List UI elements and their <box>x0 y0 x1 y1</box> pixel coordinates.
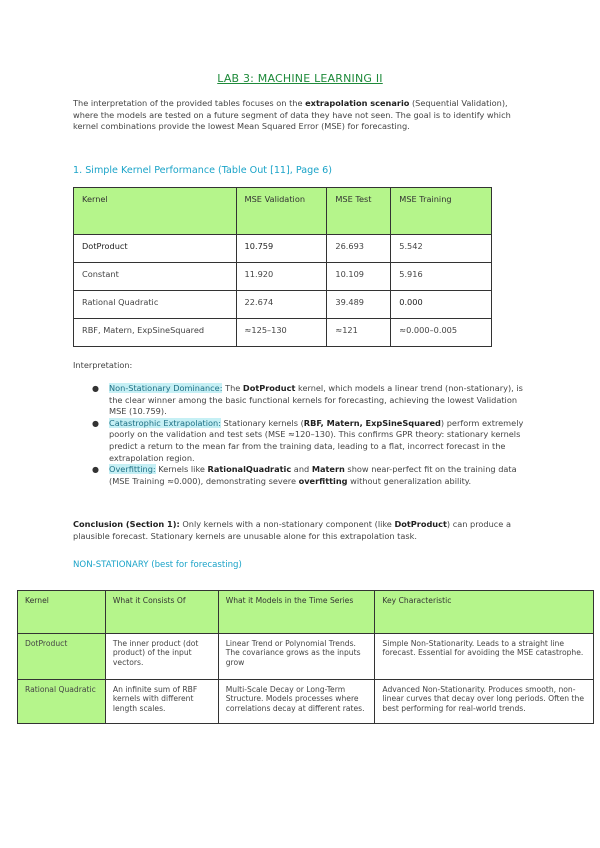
section2-heading: NON-STATIONARY (best for forecasting) <box>73 560 242 570</box>
intro-paragraph <box>73 98 525 133</box>
bullet-icon: ● <box>92 465 99 475</box>
table-row <box>74 319 492 347</box>
conclusion-bold: DotProduct <box>394 519 447 529</box>
bullet-text: without generalization ability. <box>347 475 472 486</box>
table-row <box>74 291 492 319</box>
table-cell: Linear Trend or Polynomial Trends. The covariance grows as the inputs grow <box>218 634 375 680</box>
highlight-lead: Catastrophic Extrapolation: <box>109 417 221 428</box>
bullet-icon: ● <box>92 384 99 393</box>
intro-bold: extrapolation scenario <box>305 98 410 108</box>
table-row <box>74 263 492 291</box>
header-cell: MSE Test <box>327 188 391 235</box>
bullet-bold: DotProduct <box>242 383 296 393</box>
table-cell: Multi-Scale Decay or Long-Term Structure. Models processes where correlations decay at different rates. <box>218 680 375 724</box>
header-cell: What it Consists Of <box>105 591 218 634</box>
non-stationary-kernel-table <box>17 590 594 724</box>
list-item <box>92 464 529 487</box>
bullet-icon: ● <box>92 418 99 428</box>
table-cell: Rational Quadratic <box>74 291 237 319</box>
table-cell: 0.000 <box>391 291 492 319</box>
interpretation-list <box>92 383 529 487</box>
highlight-lead: Overfitting: <box>109 464 156 475</box>
table-row <box>74 235 492 263</box>
table-cell: 5.542 <box>391 235 492 263</box>
bullet-text: ) perform extremely poorly on the validation and test sets (MSE ≈120–130). This confirms GPR theory: stationary kernels predict a return to the mean far from the training data, leading to a flat, incorrect forecast in the extrapolation region. <box>109 417 524 463</box>
intro-text-2: (Sequential Validation), where the models are tested on a future segment of data they have not seen. The goal is to identify which kernel combinations provide the lowest Mean Squared Error (MSE) for forecasting. <box>73 98 511 132</box>
interpretation-label: Interpretation: <box>73 360 133 370</box>
table-cell: 5.916 <box>391 263 492 291</box>
table-row <box>18 634 594 680</box>
bullet-bold: overfitting <box>298 475 348 486</box>
header-cell: MSE Validation <box>236 188 327 235</box>
bullet-text: kernel, which models a linear trend (non-stationary), is the clear winner among the basic functional kernels for forecasting, achieving the lowest Validation MSE (10.759). <box>109 383 523 417</box>
simple-kernel-table <box>73 187 492 347</box>
bullet-bold: Matern <box>311 464 345 475</box>
conclusion-lead: Conclusion (Section 1): <box>73 519 180 529</box>
table-cell: ≈121 <box>327 319 391 347</box>
table-cell: Advanced Non-Stationarity. Produces smooth, non-linear curves that decay over long periods. Often the best performing for real-world trends. <box>375 680 594 724</box>
table-cell: 22.674 <box>236 291 327 319</box>
table-cell: Simple Non-Stationarity. Leads to a straight line forecast. Essential for avoiding the MSE catastrophe. <box>375 634 594 680</box>
bullet-text: The <box>222 383 243 393</box>
conclusion-text: Only kernels with a non-stationary component (like <box>179 519 395 529</box>
list-item <box>92 383 529 418</box>
table-cell: RBF, Matern, ExpSineSquared <box>74 319 237 347</box>
header-cell: What it Models in the Time Series <box>218 591 375 634</box>
table-cell: 39.489 <box>327 291 391 319</box>
table-cell: 26.693 <box>327 235 391 263</box>
table-cell: Constant <box>74 263 237 291</box>
conclusion-text: ) can produce a plausible forecast. Stationary kernels are unusable alone for this extrapolation task. <box>73 519 511 541</box>
bullet-text: show near-perfect fit on the training data (MSE Training ≈0.000), demonstrating severe <box>109 464 517 486</box>
bullet-bold: RationalQuadratic <box>207 464 292 475</box>
table-cell: The inner product (dot product) of the input vectors. <box>105 634 218 680</box>
table-cell: DotProduct <box>18 634 106 680</box>
header-cell: Key Characteristic <box>375 591 594 634</box>
table-cell: 10.759 <box>236 235 327 263</box>
table-cell: 11.920 <box>236 263 327 291</box>
highlight-lead: Non-Stationary Dominance: <box>109 383 223 393</box>
table-cell: ≈125–130 <box>236 319 327 347</box>
table-cell: DotProduct <box>74 235 237 263</box>
table-cell: ≈0.000–0.005 <box>391 319 492 347</box>
header-cell: MSE Training <box>391 188 492 235</box>
conclusion-paragraph <box>73 519 525 542</box>
section1-heading: 1. Simple Kernel Performance (Table Out [11], Page 6) <box>73 165 333 176</box>
header-cell: Kernel <box>74 188 237 235</box>
table-cell: 10.109 <box>327 263 391 291</box>
table-header-row <box>74 188 492 235</box>
bullet-text: and <box>291 464 312 475</box>
table-cell: An infinite sum of RBF kernels with different length scales. <box>105 680 218 724</box>
intro-text-1: The interpretation of the provided tables focuses on the <box>73 98 306 108</box>
bullet-text: Kernels like <box>155 464 208 475</box>
table-row <box>18 680 594 724</box>
header-cell: Kernel <box>18 591 106 634</box>
bullet-text: Stationary kernels ( <box>220 417 304 428</box>
table-header-row <box>18 591 594 634</box>
bullet-bold: RBF, Matern, ExpSineSquared <box>303 417 441 428</box>
list-item <box>92 417 529 464</box>
table-cell: Rational Quadratic <box>18 680 106 724</box>
document-title: LAB 3: MACHINE LEARNING II <box>217 72 383 85</box>
